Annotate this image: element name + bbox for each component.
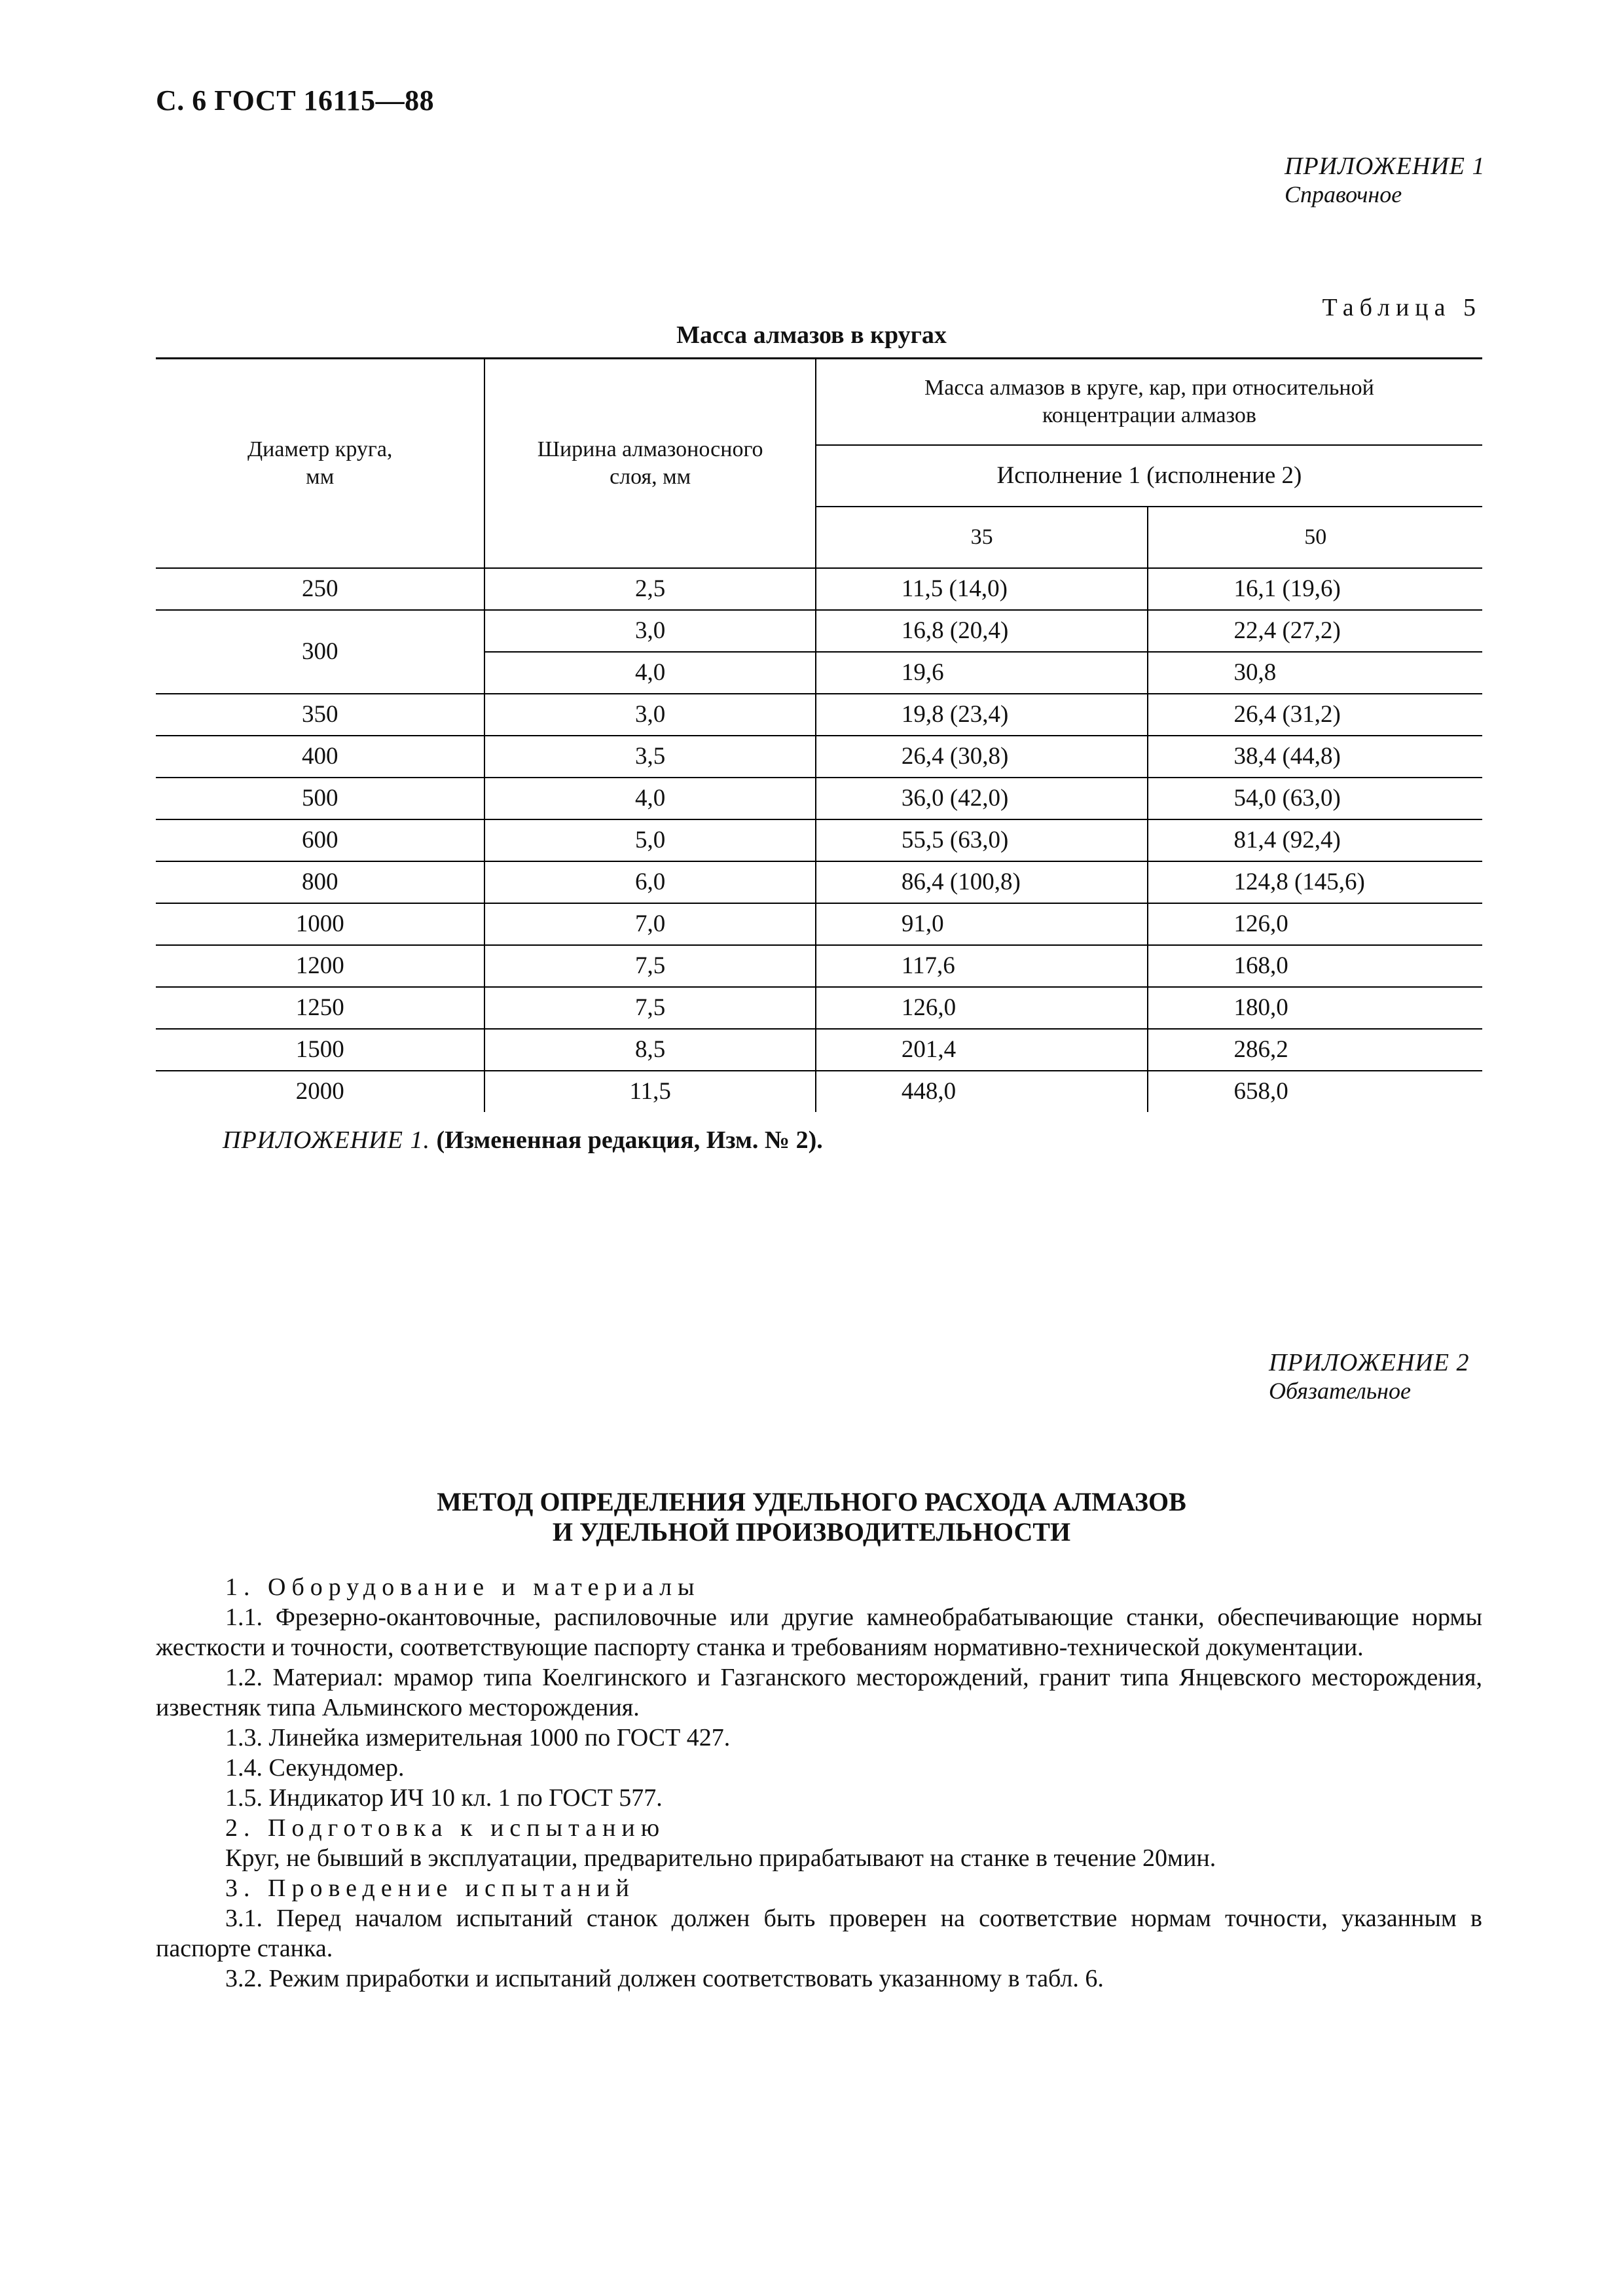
cell-width: 7,0	[484, 903, 816, 945]
appendix-1-subtitle: Справочное	[1285, 181, 1402, 207]
cell-mass-35: 117,6	[816, 945, 1148, 987]
cell-diameter: 800	[156, 861, 484, 903]
cell-diameter: 2000	[295, 1078, 344, 1105]
amendment-note-text: (Измененная редакция, Изм. № 2).	[436, 1126, 823, 1154]
paragraph-1-4: 1.4. Секундомер.	[225, 1754, 405, 1782]
appendix-2-subtitle: Обязательное	[1269, 1378, 1411, 1404]
cell-mass-50: 16,1 (19,6)	[1148, 568, 1482, 610]
method-title-line-2: И УДЕЛЬНОЙ ПРОИЗВОДИТЕЛЬНОСТИ	[552, 1517, 1071, 1547]
paragraph-1-5: 1.5. Индикатор ИЧ 10 кл. 1 по ГОСТ 577.	[225, 1784, 663, 1812]
table-row	[156, 861, 1482, 903]
cell-mass-50: 54,0 (63,0)	[1148, 778, 1482, 819]
cell-diameter: 300	[156, 610, 484, 694]
cell-width: 5,0	[484, 819, 816, 861]
table-row	[156, 736, 1482, 778]
cell-mass-50: 286,2	[1148, 1029, 1482, 1071]
table-row	[156, 1029, 1482, 1071]
cell-mass-50: 124,8 (145,6)	[1148, 861, 1482, 903]
cell-width: 4,0	[484, 652, 816, 694]
cell-mass-50: 81,4 (92,4)	[1148, 819, 1482, 861]
cell-mass-35: 201,4	[816, 1029, 1148, 1071]
cell-mass-35: 86,4 (100,8)	[816, 861, 1148, 903]
method-body	[156, 1572, 1482, 1994]
cell-mass-50: 180,0	[1148, 987, 1482, 1029]
cell-width: 11,5	[484, 1071, 816, 1112]
section-heading-testing: 3. Проведение испытаний	[225, 1874, 635, 1902]
amendment-note-ref: ПРИЛОЖЕНИЕ 1.	[223, 1126, 430, 1154]
header-concentration-50: 50	[1148, 507, 1482, 568]
header-mass: Масса алмазов в круге, кар, при относительной концентрации алмазов	[816, 359, 1482, 446]
cell-width: 8,5	[484, 1029, 816, 1071]
cell-mass-50: 168,0	[1148, 945, 1482, 987]
cell-width: 3,0	[484, 610, 816, 652]
section-heading-equipment: 1. Оборудование и материалы	[225, 1573, 701, 1601]
cell-diameter: 1000	[156, 903, 484, 945]
cell-width: 4,0	[484, 778, 816, 819]
cell-mass-50: 26,4 (31,2)	[1148, 694, 1482, 736]
cell-mass-35: 19,8 (23,4)	[816, 694, 1148, 736]
appendix-1-title: ПРИЛОЖЕНИЕ 1	[1285, 152, 1486, 180]
cell-width: 7,5	[484, 987, 816, 1029]
appendix-2-heading	[1269, 1348, 1469, 1405]
cell-mass-50: 30,8	[1148, 652, 1482, 694]
cell-width: 3,0	[484, 694, 816, 736]
table-row	[156, 778, 1482, 819]
table-number: Таблица 5	[1322, 294, 1482, 321]
header-width: Ширина алмазоносного слоя, мм	[484, 359, 816, 569]
header-execution: Исполнение 1 (исполнение 2)	[816, 445, 1482, 507]
appendix-1-heading	[1285, 152, 1485, 208]
table-row	[156, 945, 1482, 987]
cell-width: 6,0	[484, 861, 816, 903]
header-concentration-35: 35	[816, 507, 1148, 568]
cell-mass-50: 126,0	[1148, 903, 1482, 945]
paragraph-1-2: 1.2. Материал: мрамор типа Коелгинского и Газганского месторождений, гранит типа Янцевского месторождения, известняк типа Альминского месторождения.	[156, 1664, 1482, 1721]
table-row	[156, 694, 1482, 736]
table-row	[156, 568, 1482, 610]
cell-mass-35: 55,5 (63,0)	[816, 819, 1148, 861]
cell-mass-35: 16,8 (20,4)	[816, 610, 1148, 652]
cell-mass-35: 448,0	[816, 1071, 1148, 1112]
table-row	[156, 903, 1482, 945]
table-title: Масса алмазов в кругах	[676, 321, 947, 349]
cell-diameter: 1250	[156, 987, 484, 1029]
cell-diameter: 1200	[156, 945, 484, 987]
paragraph-3-2: 3.2. Режим приработки и испытаний должен соответствовать указанному в табл. 6.	[225, 1965, 1104, 1992]
table-row	[156, 987, 1482, 1029]
paragraph-2-text: Круг, не бывший в эксплуатации, предварительно прирабатывают на станке в течение 20мин.	[225, 1844, 1216, 1872]
method-title	[0, 1487, 1623, 1547]
table-row	[156, 819, 1482, 861]
cell-mass-50: 38,4 (44,8)	[1148, 736, 1482, 778]
cell-diameter: 1500	[156, 1029, 484, 1071]
cell-diameter: 400	[156, 736, 484, 778]
cell-mass-35: 91,0	[816, 903, 1148, 945]
cell-mass-50: 658,0	[1148, 1071, 1482, 1112]
paragraph-1-1: 1.1. Фрезерно-окантовочные, распиловочные или другие камнеобрабатывающие станки, обеспечивающие нормы жесткости и точности, соответствующие паспорту станка и требованиям нормативно-технической документации.	[156, 1604, 1482, 1661]
cell-width: 2,5	[484, 568, 816, 610]
table-row	[156, 1071, 1482, 1112]
section-heading-preparation: 2. Подготовка к испытанию	[225, 1814, 666, 1842]
paragraph-1-3: 1.3. Линейка измерительная 1000 по ГОСТ 427.	[225, 1724, 731, 1751]
cell-width: 7,5	[484, 945, 816, 987]
header-diameter: Диаметр круга, мм	[156, 359, 484, 569]
cell-diameter: 600	[156, 819, 484, 861]
cell-mass-35: 19,6	[816, 652, 1148, 694]
appendix-2-title: ПРИЛОЖЕНИЕ 2	[1269, 1349, 1470, 1376]
page-header: С. 6 ГОСТ 16115—88	[156, 84, 435, 117]
table-row	[156, 610, 1482, 652]
cell-mass-35: 11,5 (14,0)	[816, 568, 1148, 610]
cell-mass-35: 26,4 (30,8)	[816, 736, 1148, 778]
cell-diameter: 250	[156, 568, 484, 610]
method-title-line-1: МЕТОД ОПРЕДЕЛЕНИЯ УДЕЛЬНОГО РАСХОДА АЛМАЗОВ	[437, 1487, 1186, 1516]
amendment-note	[223, 1126, 823, 1155]
diamond-mass-table	[156, 357, 1482, 1112]
cell-mass-50: 22,4 (27,2)	[1148, 610, 1482, 652]
paragraph-3-1: 3.1. Перед началом испытаний станок должен быть проверен на соответствие нормам точности, указанным в паспорте станка.	[156, 1905, 1482, 1962]
cell-diameter: 350	[156, 694, 484, 736]
cell-diameter: 500	[156, 778, 484, 819]
cell-mass-35: 126,0	[816, 987, 1148, 1029]
cell-mass-35: 36,0 (42,0)	[816, 778, 1148, 819]
cell-width: 3,5	[484, 736, 816, 778]
